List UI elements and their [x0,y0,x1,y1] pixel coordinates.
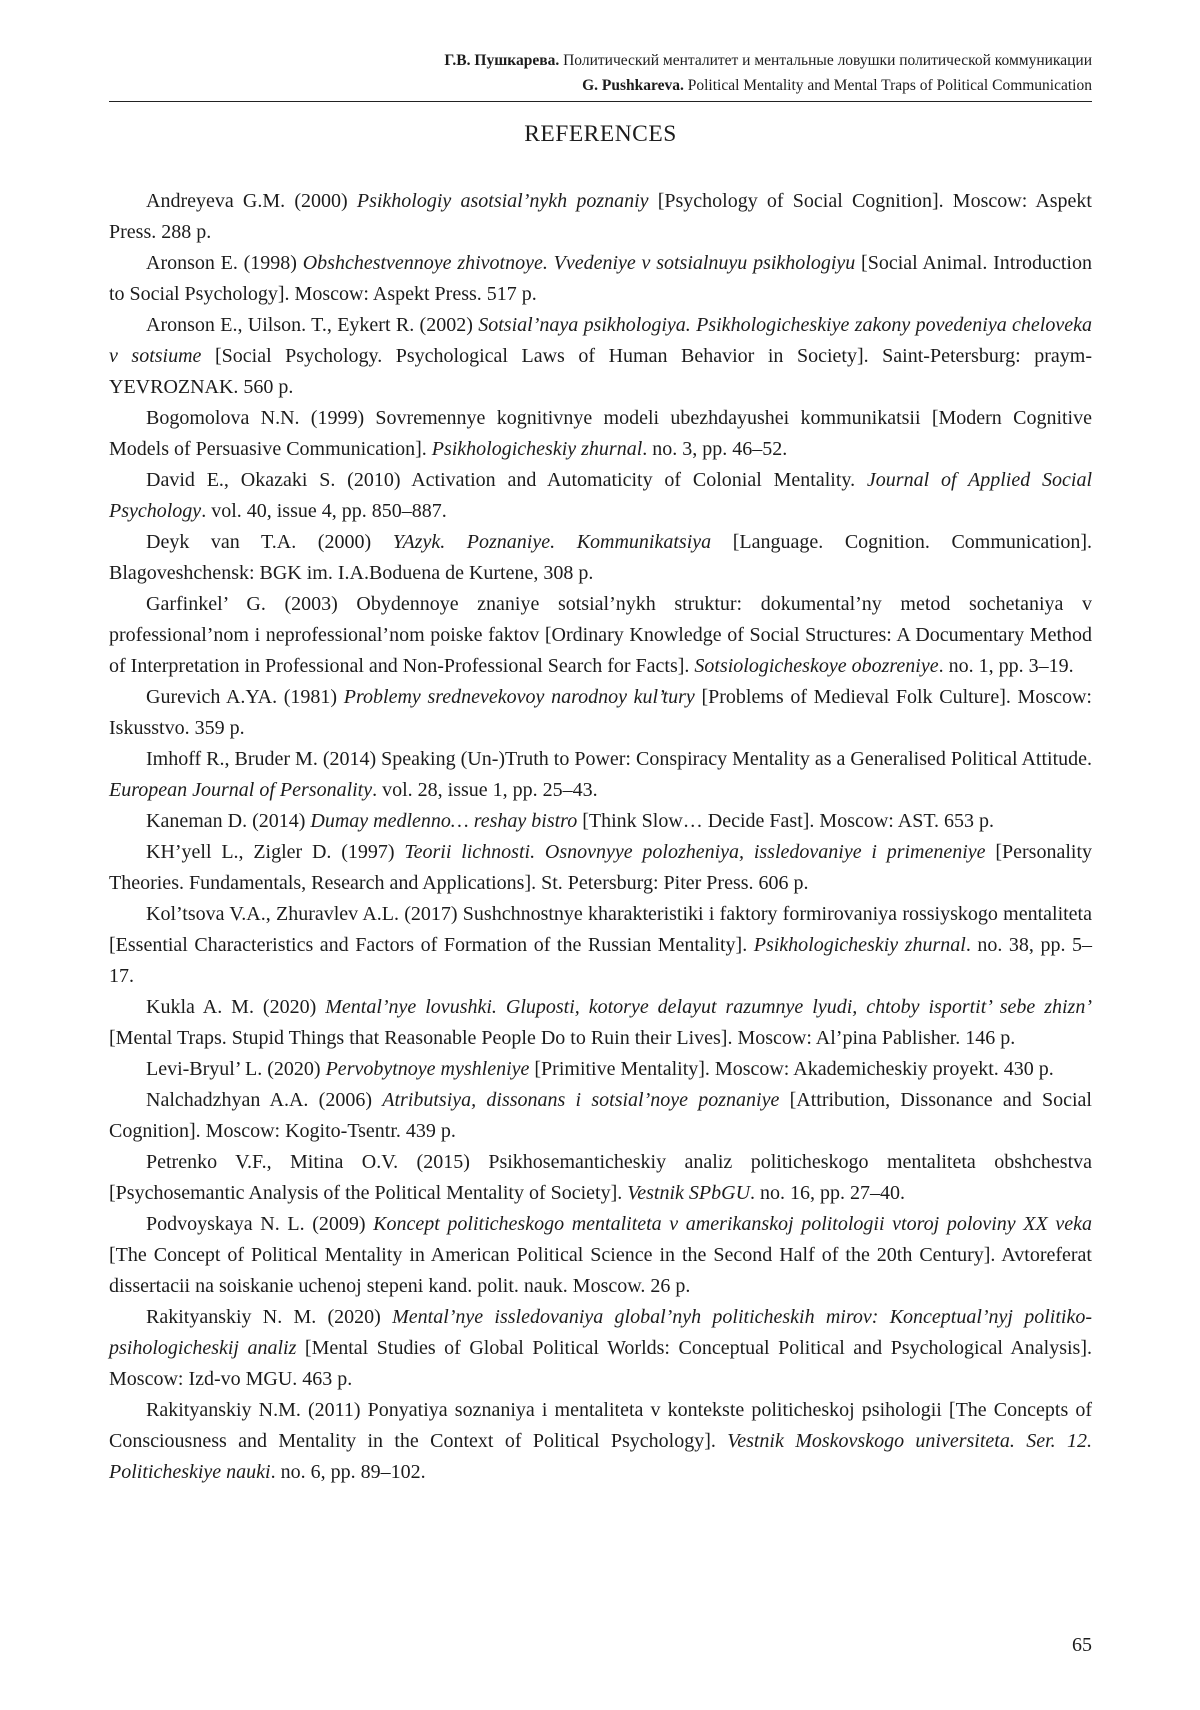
reference-italic-title: Vestnik Moskovskogo universiteta. Ser. 12. Politicheskiye nauki [109,1430,1092,1483]
reference-text: . vol. 40, issue 4, pp. 850–887. [201,500,447,522]
reference-entry [109,527,1092,589]
reference-list [109,186,1092,1488]
reference-text: [The Concept of Political Mentality in American Political Science in the Second Half of the 20th Century]. Avtoreferat dissertacii na soiskanie uchenoj stepeni kand. polit. nauk. Moscow. 26 p. [109,1244,1092,1297]
reference-entry [109,1395,1092,1488]
reference-text: . no. 16, pp. 27–40. [750,1182,906,1204]
header-english [109,73,1092,98]
reference-italic-title: Sotsiologicheskoye obozreniye [694,655,939,677]
reference-entry [109,1147,1092,1209]
reference-italic-title: Mental’nye lovushki. Gluposti, kotorye delayut razumnye lyudi, chtoby isportit’ sebe zhizn’ [325,996,1092,1018]
reference-text: . no. 1, pp. 3–19. [938,655,1074,677]
reference-text: [Social Animal. Introduction to Social Psychology]. Moscow: Aspekt Press. 517 p. [109,252,1092,305]
reference-text: Podvoyskaya N. L. (2009) [146,1213,374,1235]
reference-italic-title: Psikhologiy asotsial’nykh poznaniy [356,190,649,212]
reference-entry [109,1054,1092,1085]
reference-entry [109,899,1092,992]
reference-text: [Mental Studies of Global Political Worlds: Conceptual Political and Psychological Analysis]. Moscow: Izd-vo MGU. 463 p. [109,1337,1092,1390]
reference-entry [109,403,1092,465]
reference-italic-title: Mental’nye issledovaniya global’nyh politicheskih mirov: Konceptual’nyj politiko-psihologicheskij analiz [109,1306,1093,1359]
header-russian [109,48,1092,73]
reference-text: Andreyeva G.M. (2000) [146,190,357,212]
reference-entry [109,310,1092,403]
reference-text: Kol’tsova V.A., Zhuravlev A.L. (2017) Sushchnostnye kharakteristiki i faktory formirovaniya rossiyskogo mentaliteta [Essential Characteristics and Factors of Formation of the Russian Mentality]. [109,903,1092,956]
reference-italic-title: Pervobytnoye myshleniye [325,1058,530,1080]
reference-text: . no. 3, pp. 46–52. [642,438,788,460]
reference-text: [Problems of Medieval Folk Culture]. Moscow: Iskusstvo. 359 p. [109,686,1092,739]
reference-italic-title: Psikhologicheskiy zhurnal [431,438,643,460]
reference-italic-title: YAzyk. Poznaniye. Kommunikatsiya [392,531,712,553]
reference-entry [109,1302,1092,1395]
reference-italic-title: Atributsiya, dissonans i sotsial’noye poznaniye [382,1089,780,1111]
reference-text: Imhoff R., Bruder M. (2014) Speaking (Un-)Truth to Power: Conspiracy Mentality as a Generalised Political Attitude. [146,748,1092,770]
reference-text: [Personality Theories. Fundamentals, Research and Applications]. St. Petersburg: Piter Press. 606 p. [109,841,1093,894]
reference-text: [Primitive Mentality]. Moscow: Akademicheskiy proyekt. 430 p. [529,1058,1054,1080]
reference-text: [Attribution, Dissonance and Social Cognition]. Moscow: Kogito-Tsentr. 439 p. [109,1089,1092,1142]
reference-entry [109,1209,1092,1302]
reference-italic-title: Teorii lichnosti. Osnovnyye polozheniya, issledovaniye i primeneniye [404,841,986,863]
reference-text: . no. 38, pp. 5–17. [109,934,1092,987]
reference-text: [Psychology of Social Cognition]. Moscow: Aspekt Press. 288 p. [109,190,1092,243]
reference-entry [109,589,1092,682]
reference-text: Garfinkel’ G. (2003) Obydennoye znaniye sotsial’nykh struktur: dokumental’ny metod sochetaniya v professional’nom i neprofessional’nom poiske faktov [Ordinary Knowledge of Social Structures: A Documentary Method of Interpretation in Professional and Non-Professional Search for Facts]. [109,593,1092,677]
reference-entry [109,744,1092,806]
reference-italic-title: Sotsial’naya psikhologiya. Psikhologicheskiye zakony povedeniya cheloveka v sotsiume [109,314,1092,367]
reference-text: Gurevich A.YA. (1981) [146,686,344,708]
reference-entry [109,992,1092,1054]
reference-text: Rakityanskiy N.M. (2011) Ponyatiya soznaniya i mentaliteta v kontekste politicheskoj psihologii [The Concepts of Consciousness and Mentality in the Context of Political Psychology]. [109,1399,1092,1452]
reference-italic-title: Journal of Applied Social Psychology [109,469,1093,522]
reference-text: [Social Psychology. Psychological Laws of Human Behavior in Society]. Saint-Petersburg: praym-YEVROZNAK. 560 p. [109,345,1092,398]
reference-entry [109,837,1092,899]
reference-italic-title: Problemy srednevekovoy narodnoy kul’tury [343,686,695,708]
page-number: 65 [1072,1634,1092,1656]
section-title: REFERENCES [524,121,677,147]
header-ru-title: Политический менталитет и ментальные ловушки политической коммуникации [563,52,1092,69]
reference-text: Rakityanskiy N. M. (2020) [146,1306,393,1328]
reference-text: Deyk van T.A. (2000) [146,531,393,553]
reference-text: [Think Slow… Decide Fast]. Moscow: AST. 653 p. [577,810,995,832]
reference-italic-title: Obshchestvennoye zhivotnoye. Vvedeniye v sotsialnuyu psikhologiyu [302,252,856,274]
reference-text: Bogomolova N.N. (1999) Sovremennye kognitivnye modeli ubezhdayushei kommunikatsii [Modern Cognitive Models of Persuasive Communication]. [109,407,1092,460]
reference-text: Kaneman D. (2014) [146,810,311,832]
reference-italic-title: Dumay medlenno… reshay bistro [310,810,578,832]
header-divider [109,101,1092,102]
reference-entry [109,465,1092,527]
reference-text: Petrenko V.F., Mitina O.V. (2015) Psikhosemanticheskiy analiz politicheskogo mentaliteta obshchestva [Psychosemantic Analysis of the Political Mentality of Society]. [109,1151,1092,1204]
reference-entry [109,1085,1092,1147]
reference-italic-title: Koncept politicheskogo mentaliteta v amerikanskoj politologii vtoroj poloviny XX veka [373,1213,1092,1235]
reference-text: David E., Okazaki S. (2010) Activation and Automaticity of Colonial Mentality. [146,469,867,491]
reference-italic-title: Vestnik SPbGU [627,1182,751,1204]
reference-text: . vol. 28, issue 1, pp. 25–43. [372,779,598,801]
reference-text: Kukla A. M. (2020) [146,996,326,1018]
reference-text: Aronson E. (1998) [146,252,303,274]
reference-entry [109,186,1092,248]
reference-entry [109,806,1092,837]
reference-entry [109,248,1092,310]
reference-text: Aronson E., Uilson. T., Eykert R. (2002) [146,314,479,336]
reference-italic-title: European Journal of Personality [109,779,373,801]
header-en-title: Political Mentality and Mental Traps of Political Communication [687,77,1092,94]
reference-text: [Mental Traps. Stupid Things that Reasonable People Do to Ruin their Lives]. Moscow: Al’pina Pablisher. 146 p. [109,1027,1016,1049]
reference-text: KH’yell L., Zigler D. (1997) [146,841,405,863]
reference-entry [109,682,1092,744]
reference-text: . no. 6, pp. 89–102. [270,1461,426,1483]
header-ru-author: Г.В. Пушкарева. [444,52,560,69]
running-header [109,48,1092,98]
reference-italic-title: Psikhologicheskiy zhurnal [753,934,966,956]
reference-text: Nalchadzhyan A.A. (2006) [146,1089,383,1111]
reference-text: [Language. Cognition. Communication]. Blagoveshchensk: BGK im. I.A.Boduena de Kurtene, 308 p. [109,531,1092,584]
reference-text: Levi-Bryul’ L. (2020) [146,1058,326,1080]
header-en-author: G. Pushkareva. [582,77,684,94]
